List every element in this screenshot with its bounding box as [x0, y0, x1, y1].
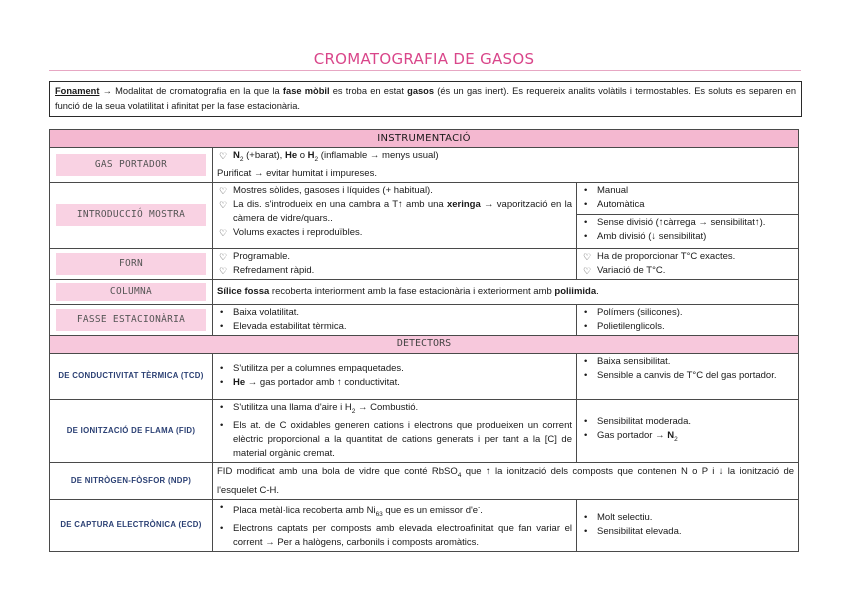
list-item: • Polímers (silicones).: [581, 306, 794, 320]
fonament-bold-gasos: gasos: [407, 86, 435, 96]
fasse-label: FASSE ESTACIONÀRIA: [56, 309, 206, 331]
list-item: • Gas portador → $N_2$: [581, 429, 794, 447]
list-item: • Molt selectiu.: [581, 511, 794, 525]
list-item: • Sensibilitat moderada.: [581, 415, 794, 429]
list-item: • Elevada estabilitat tèrmica.: [217, 320, 572, 334]
list-item: • He → gas portador amb ↑ conductivitat.: [217, 376, 572, 390]
columna-content: Sílice fossa recoberta interiorment amb la fase estacionària i exteriorment amb poliimida.: [213, 279, 799, 304]
list-item: • Sensibilitat elevada.: [581, 525, 794, 539]
ecd-right: [577, 499, 799, 551]
fonament-text: (és un gas inert). Es requereix analits volàtils i termostables. Es soluts es separen en funció de la seua volatilitat i afinitat per la fase estacionària.: [55, 86, 796, 111]
tcd-label: DE CONDUCTIVITAT TÈRMICA (TCD): [50, 353, 213, 399]
fonament-box: [49, 81, 802, 117]
list-item: • Placa metàl·lica recoberta amb $Ni_{63}$ que es un emissor d'e-.: [217, 501, 572, 522]
list-item: • Sense divisió (↑càrrega → sensibilitat↑).: [581, 216, 794, 230]
page-title: CROMATOGRAFIA DE GASOS: [313, 50, 535, 68]
fid-left: [213, 399, 577, 462]
forn-label-cell: [50, 248, 213, 279]
fasse-right: [577, 304, 799, 335]
list-item: ♡ $N_2$ (+barat), He o $H_2$ (inflamable → menys usual): [217, 149, 794, 167]
ecd-label: DE CAPTURA ELECTRÒNICA (ECD): [50, 499, 213, 551]
list-item: • S'utilitza una llama d'aire i $H_2$ → Combustió.: [217, 401, 572, 419]
fasse-label-cell: [50, 304, 213, 335]
introduccio-left: [213, 182, 577, 248]
list-item: ♡ Programable.: [217, 250, 572, 264]
instrumentacio-header: INSTRUMENTACIÓ: [50, 130, 799, 148]
columna-label: COLUMNA: [56, 283, 206, 301]
list-item: ♡ Refredament ràpid.: [217, 264, 572, 278]
fonament-bold-mobil: fase mòbil: [282, 86, 330, 96]
forn-left: [213, 248, 577, 279]
fid-label: DE IONITZACIÓ DE FLAMA (FID): [50, 399, 213, 462]
list-item: • Baixa volatilitat.: [217, 306, 572, 320]
fid-right: [577, 399, 799, 462]
fasse-left: [213, 304, 577, 335]
forn-right: [577, 248, 799, 279]
introduccio-label-cell: [50, 182, 213, 248]
ecd-left: [213, 499, 577, 551]
gas-portador-content: [213, 148, 799, 183]
introduccio-right-divider: [577, 214, 798, 244]
tcd-right: [577, 353, 799, 399]
list-item: • Electrons captats per composts amb elevada electroafinitat que fan variar el corrent → Per a halògens, carbonils i composts aromàtics.: [217, 522, 572, 550]
introduccio-label: INTRODUCCIÓ MOSTRA: [56, 204, 206, 226]
forn-label: FORN: [56, 253, 206, 275]
gas-portador-label: GAS PORTADOR: [56, 154, 206, 176]
list-item: ♡ Volums exactes i reproduïbles.: [217, 226, 572, 240]
list-item: • Automàtica: [581, 198, 794, 212]
title-underline: [49, 70, 801, 71]
list-item: ♡ Mostres sòlides, gasoses i líquides (+ habitual).: [217, 184, 572, 198]
list-item: • Polietilenglicols.: [581, 320, 794, 334]
fonament-text: es troba en estat: [329, 86, 408, 96]
list-item: ♡ La dis. s'introdueix en una cambra a T↑ amb una xeringa → vaporització en la càmera de vidre/quars..: [217, 198, 572, 226]
list-item: • Amb divisió (↓ sensibilitat): [581, 230, 794, 244]
fonament-text: → Modalitat de cromatografia en la que la: [99, 86, 283, 96]
list-item: ♡ Variació de T°C.: [581, 264, 794, 278]
columna-label-cell: [50, 279, 213, 304]
gas-portador-line2: Purificat → evitar humitat i impureses.: [217, 167, 377, 179]
list-item: • Els at. de C oxidables generen cations i electrons que produeixen un corrent elèctric proporcional a la quantitat de cations generats i per tant a la [C] de material orgànic cremat.: [217, 419, 572, 461]
list-item: ♡ Ha de proporcionar T°C exactes.: [581, 250, 794, 264]
list-item: • Manual: [581, 184, 794, 198]
detectors-header: DETECTORS: [50, 335, 799, 353]
tcd-left: [213, 353, 577, 399]
list-item: • S'utilitza per a columnes empaquetades.: [217, 362, 572, 376]
main-table: [49, 129, 799, 552]
list-item: • Sensible a canvis de T°C del gas portador.: [581, 369, 794, 383]
list-item: • Baixa sensibilitat.: [581, 355, 794, 369]
ndp-label: DE NITRÒGEN-FÒSFOR (NDP): [50, 462, 213, 499]
ndp-content: FID modificat amb una bola de vidre que conté RbSO$_4$ que ↑ la ionització dels composts que contenen N o P i ↓ la ionització de l'esquelet C-H.: [213, 462, 799, 499]
fonament-label: Fonament: [55, 86, 100, 96]
introduccio-right: [577, 182, 799, 248]
gas-portador-label-cell: [50, 148, 213, 183]
